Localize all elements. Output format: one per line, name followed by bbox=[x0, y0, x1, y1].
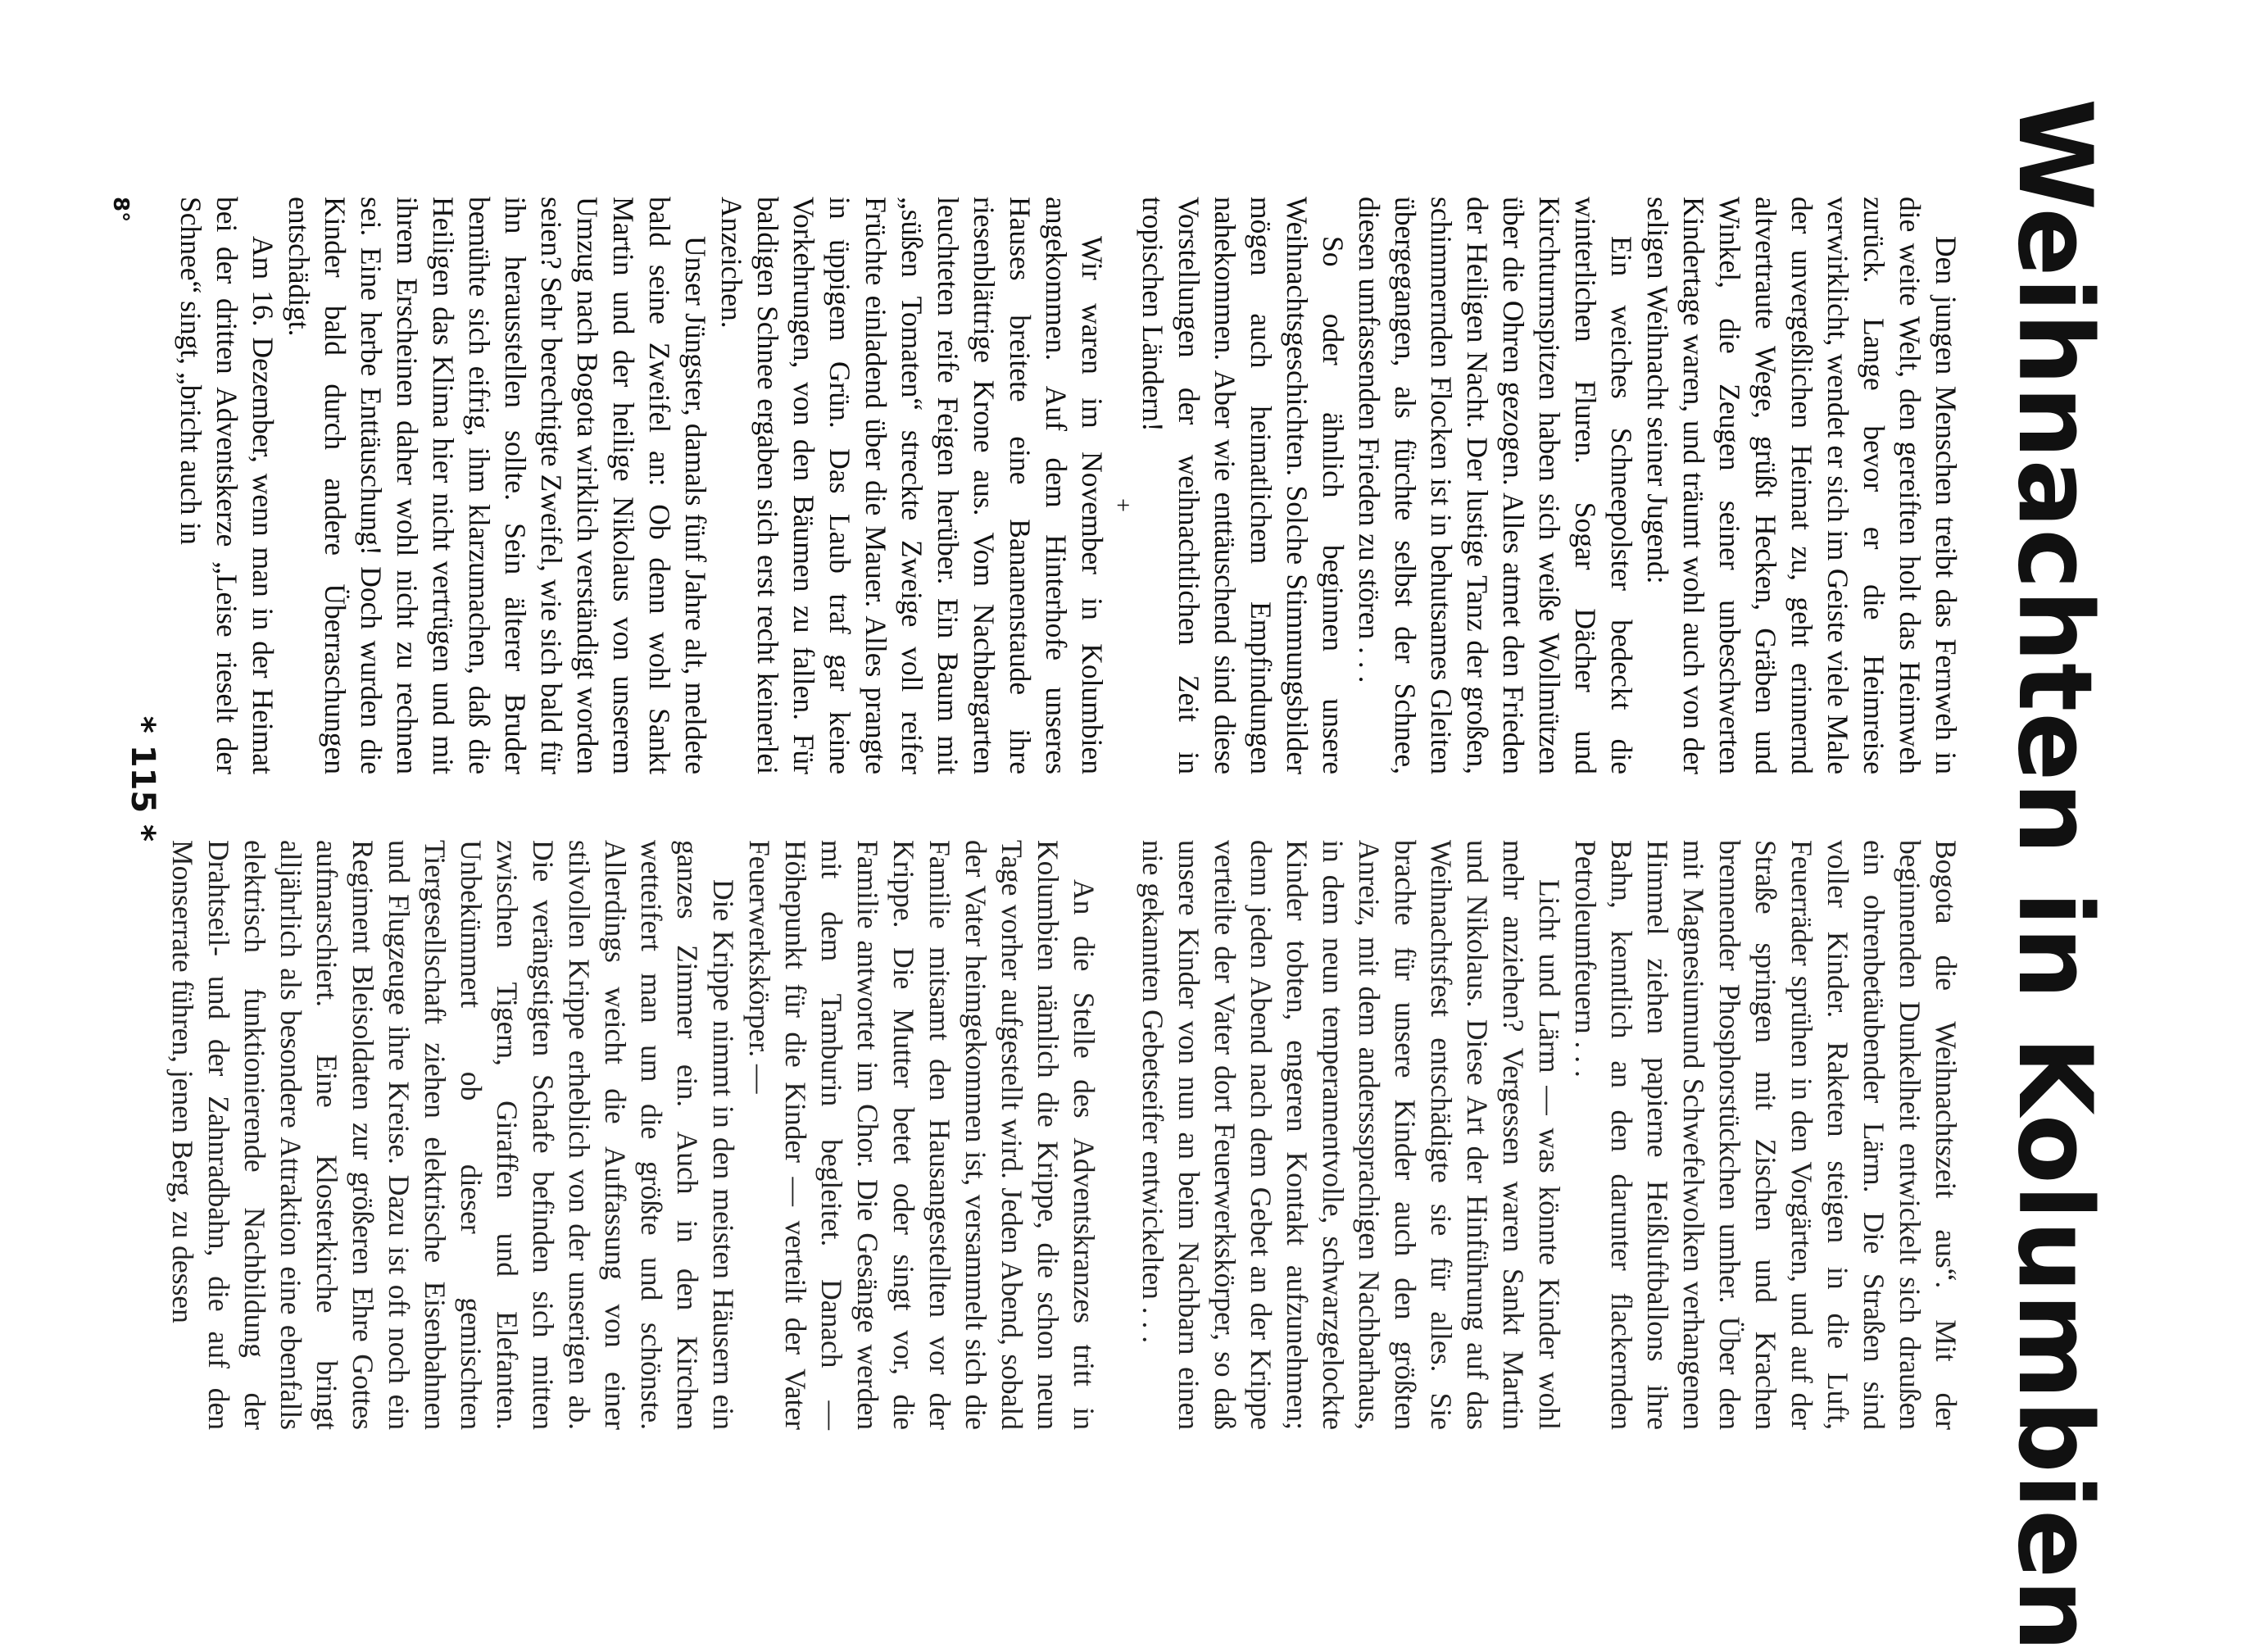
signature-mark: 8° bbox=[108, 197, 133, 223]
paragraph: An die Stelle des Adventskranzes tritt in Kolumbien nämlich die Krippe, die schon neun Tage vorher aufgestellt wird. Jeden Abend, sobald der Vater heimgekommen ist, versammelt sich die Familie mitsamt den Hausangestellten vor der Krippe. Die Mutter betet oder singt vor, die Familie antwortet im Chor. Die Gesänge werden mit dem Tamburin begleitet. Danach — Höhepunkt für die Kinder — verteilt der Vater Feuerwerkskörper. — bbox=[743, 840, 1100, 1430]
paragraph: So oder ähnlich beginnen unsere Weihnachtsgeschichten. Solche Stimmungsbilder mögen auch heimatlichem Empfindungen nahekommen. Aber wie enttäuschend sind diese Vorstellungen der weihnachtlichen Zeit in tropischen Ländern! bbox=[1137, 197, 1350, 774]
page-number: * 115 * bbox=[124, 715, 161, 842]
paragraph: Den jungen Menschen treibt das Fernweh in die weite Welt, den gereiften holt das Heimweh zurück. Lange bevor er die Heimreise verwirklicht, wendet er sich im Geiste viele Male der unvergeßlichen Heimat zu, geht erinnernd altvertraute Wege, grüßt Hecken, Gräben und Winkel, die Zeugen seiner unbeschwerten Kindertage waren, und träumt wohl auch von der seligen Weihnacht seiner Jugend: bbox=[1641, 197, 1962, 774]
paragraph: Bogota die Weihnachtszeit aus“. Mit der beginnenden Dunkelheit entwickelt sich draußen ein ohrenbetäubender Lärm. Die Straßen sind voller Kinder. Raketen steigen in die Luft, Feuerräder sprühen in den Vorgärten, und auf der Straße springen mit Zischen und Krachen brennender Phosphorstückchen umher. Über den mit Magnesiumund Schwefelwolken verhangenen Himmel ziehen papierne Heißluftballons ihre Bahn, kenntlich an den darunter flackernden Petroleumfeuern . . . bbox=[1569, 840, 1962, 1430]
paragraph: Ein weiches Schneepolster bedeckt die winterlichen Fluren. Sogar Dächer und Kirchturmspitzen haben sich weiße Wollmützen über die Ohren gezogen. Alles atmet den Frieden der Heiligen Nacht. Der lustige Tanz der großen, schimmernden Flocken ist in behutsames Gleiten übergegangen, als fürchte selbst der Schnee, diesen umfassenden Frieden zu stören . . . bbox=[1353, 197, 1638, 774]
section-separator: + bbox=[1109, 498, 1137, 512]
right-column bbox=[165, 840, 1964, 1430]
left-column bbox=[173, 197, 1964, 774]
paragraph: Die Krippe nimmt in den meisten Häusern ein ganzes Zimmer ein. Auch in den Kirchen wetteifert man um die größte und schönste. Allerdings weicht die Auffassung von einer stilvollen Krippe erheblich von der unserigen ab. Die verängstigten Schafe befinden sich mitten zwischen Tigern, Giraffen und Elefanten. Unbekümmert ob dieser gemischten Tiergesellschaft ziehen elektrische Eisenbahnen und Flugzeuge ihre Kreise. Dazu ist oft noch ein Regiment Bleisoldaten zur größeren Ehre Gottes aufmarschiert. Eine Klosterkirche bringt alljährlich als besondere Attraktion eine ebenfalls elektrisch funktionierende Nachbildung der Drahtseil- und der Zahnradbahn, die auf den Monserrate führen, jenen Berg, zu dessen bbox=[166, 840, 740, 1430]
paragraph: Wir waren im November in Kolumbien angekommen. Auf dem Hinterhofe unseres Hauses breitete eine Bananenstaude ihre riesenblättrige Krone aus. Vom Nachbargarten leuchteten reife Feigen herüber. Ein Baum mit „süßen Tomaten“ streckte Zweige voll reifer Früchte einladend über die Mauer. Alles prangte in üppigem Grün. Das Laub traf gar keine Vorkehrungen, von den Bäumen zu fallen. Für baldigen Schnee ergaben sich erst recht keinerlei Anzeichen. bbox=[715, 197, 1109, 774]
paragraph: Am 16. Dezember, wenn man in der Heimat bei der dritten Adventskerze „Leise rieselt der Schnee“ singt, „bricht auch in bbox=[175, 197, 279, 774]
paragraph: Licht und Lärm — was könnte Kinder wohl mehr anziehen? Vergessen waren Sankt Martin und Nikolaus. Diese Art der Hinführung auf das Weihnachtsfest entschädigte sie für alles. Sie brachte für unsere Kinder auch den größten Anreiz, mit dem andersssprachigen Nachbarhaus, in dem neun temperamentvolle, schwarzgelockte Kinder tobten, engeren Kontakt aufzunehmen; denn jeden Abend nach dem Gebet an der Krippe verteilte der Vater dort Feuerwerkskörper, so daß unsere Kinder von nun an beim Nachbarn einen nie gekannten Gebetseifer entwickelten . . . bbox=[1137, 840, 1566, 1430]
paragraph: Unser Jüngster, damals fünf Jahre alt, meldete bald seine Zweifel an: Ob denn wohl Sankt Martin und der heilige Nikolaus von unserem Umzug nach Bogota wirklich verständigt worden seien? Sehr berechtigte Zweifel, wie sich bald für ihn herausstellen sollte. Sein älterer Bruder bemühte sich eifrig, ihm klarzumachen, daß die Heiligen das Klima hier nicht vertrügen und mit ihrem Erscheinen daher wohl nicht zu rechnen sei. Eine herbe Enttäuschung! Doch wurden die Kinder bald durch andere Überraschungen entschädigt. bbox=[283, 197, 712, 774]
article-title: Weihnachten in Kolumbien bbox=[1995, 98, 2113, 1652]
